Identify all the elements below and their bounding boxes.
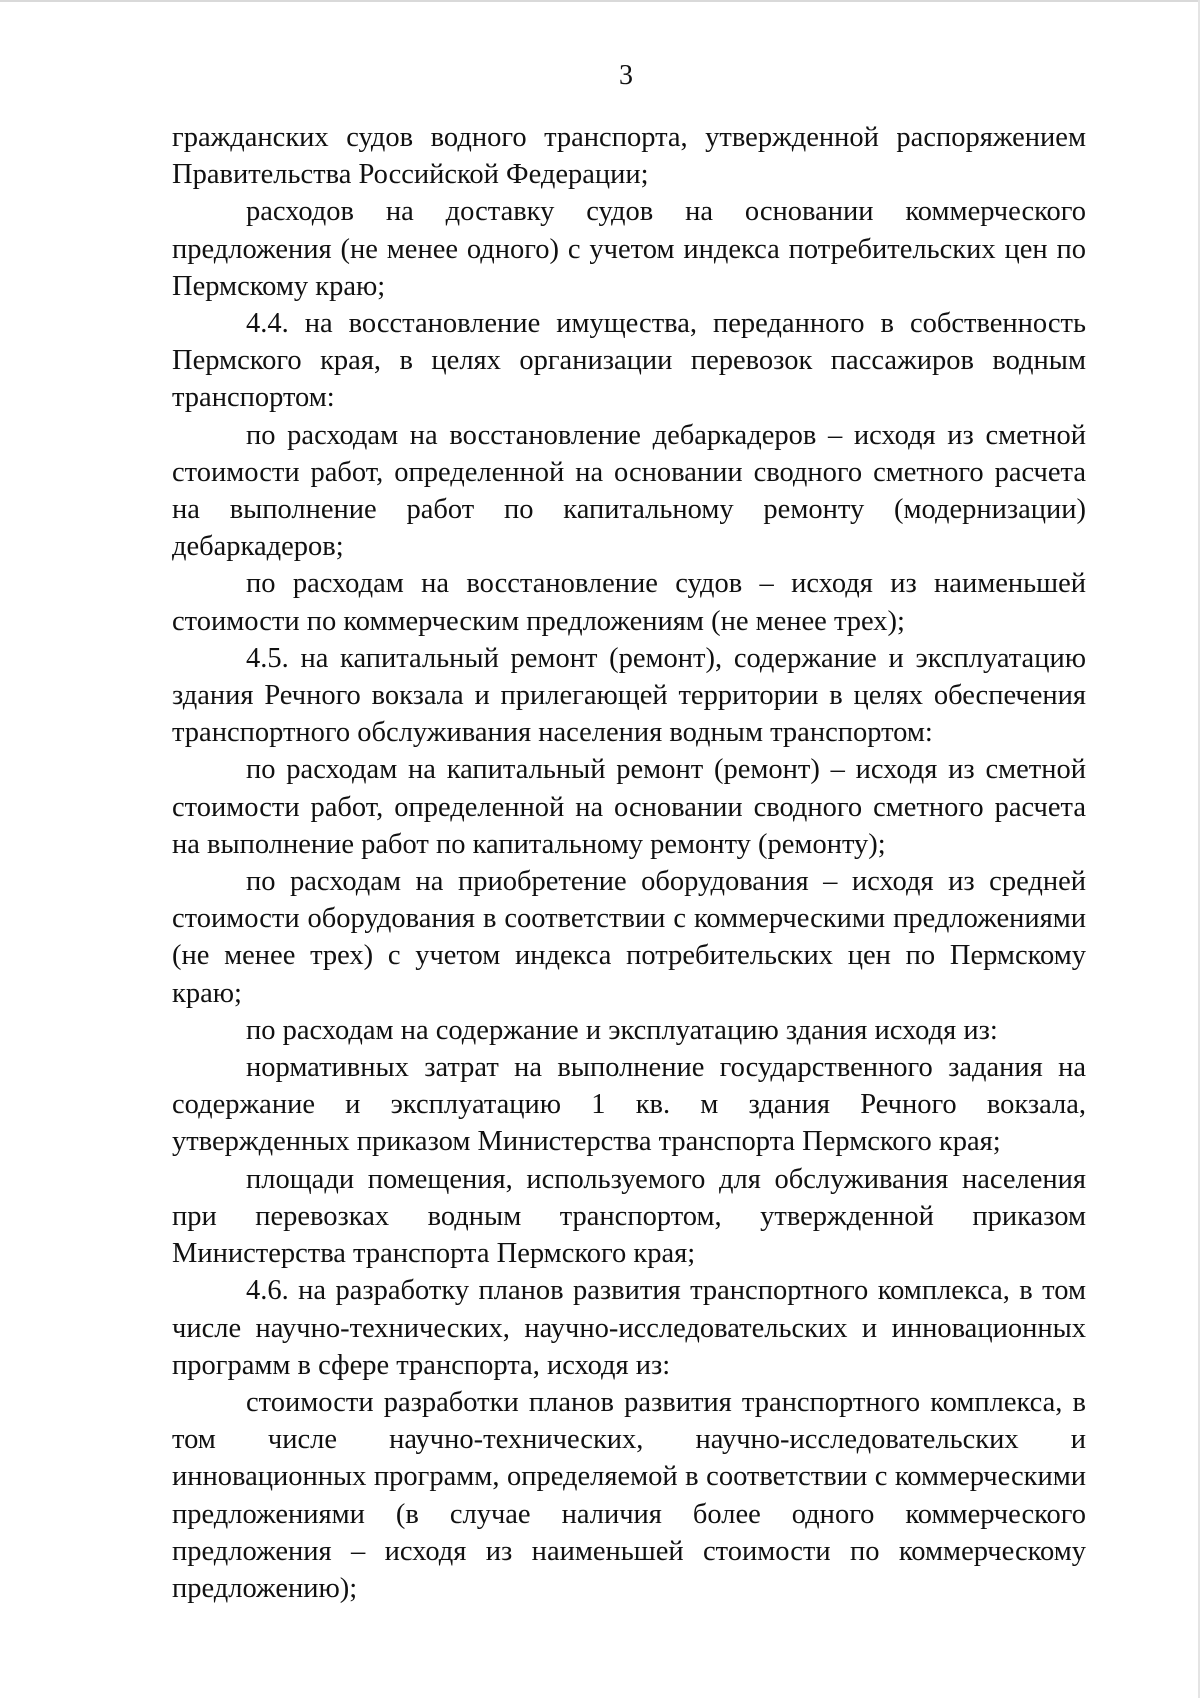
- paragraph: по расходам на содержание и эксплуатацию здания исходя из:: [246, 1014, 998, 1046]
- paragraph: по расходам на восстановление судов – исходя из наименьшей стоимости по коммерческим предложениям (не менее трех);: [172, 568, 1086, 637]
- paragraph: нормативных затрат на выполнение государственного задания на содержание и эксплуатацию 1 кв. м здания Речного вокзала, утвержденных приказом Министерства транспорта Пермского края;: [172, 1052, 1086, 1158]
- paragraph: гражданских судов водного транспорта, утвержденной распоряжением Правительства Российской Федерации;: [172, 122, 1086, 191]
- paragraph: по расходам на капитальный ремонт (ремонт) – исходя из сметной стоимости работ, определенной на основании сводного сметного расчета на выполнение работ по капитальному ремонту (ремонту);: [172, 754, 1086, 860]
- paragraph: 4.6. на разработку планов развития транспортного комплекса, в том числе научно-технических, научно-исследовательских и инновационных программ в сфере транспорта, исходя из:: [172, 1275, 1086, 1381]
- paragraph: площади помещения, используемого для обслуживания населения при перевозках водным транспортом, утвержденной приказом Министерства транспорта Пермского края;: [172, 1163, 1086, 1270]
- paragraph: по расходам на приобретение оборудования – исходя из средней стоимости оборудования в соответствии с коммерческими предложениями (не менее трех) с учетом индекса потребительских цен по Пермскому краю;: [172, 866, 1086, 1009]
- paragraph: по расходам на восстановление дебаркадеров – исходя из сметной стоимости работ, определенной на основании сводного сметного расчета на выполнение работ по капитальному ремонту (модернизации) дебаркадеров;: [172, 419, 1086, 563]
- page-number: 3: [619, 60, 633, 91]
- document-body: [172, 119, 1086, 1607]
- paragraph: расходов на доставку судов на основании коммерческого предложения (не менее одного) с учетом индекса потребительских цен по Пермскому краю;: [172, 196, 1086, 302]
- paragraph: 4.4. на восстановление имущества, переданного в собственность Пермского края, в целях организации перевозок пассажиров водным транспортом:: [172, 308, 1086, 414]
- scan-edge-top: [0, 0, 1200, 2]
- paragraph: стоимости разработки планов развития транспортного комплекса, в том числе научно-технических, научно-исследовательских и инновационных программ, определяемой в соответствии с коммерческими предложениями (в случае наличия более одного коммерческого предложения – исходя из наименьшей стоимости по коммерческому предложению);: [172, 1386, 1086, 1604]
- paragraph: 4.5. на капитальный ремонт (ремонт), содержание и эксплуатацию здания Речного вокзала и прилегающей территории в целях обеспечения транспортного обслуживания населения водным транспортом:: [172, 642, 1086, 749]
